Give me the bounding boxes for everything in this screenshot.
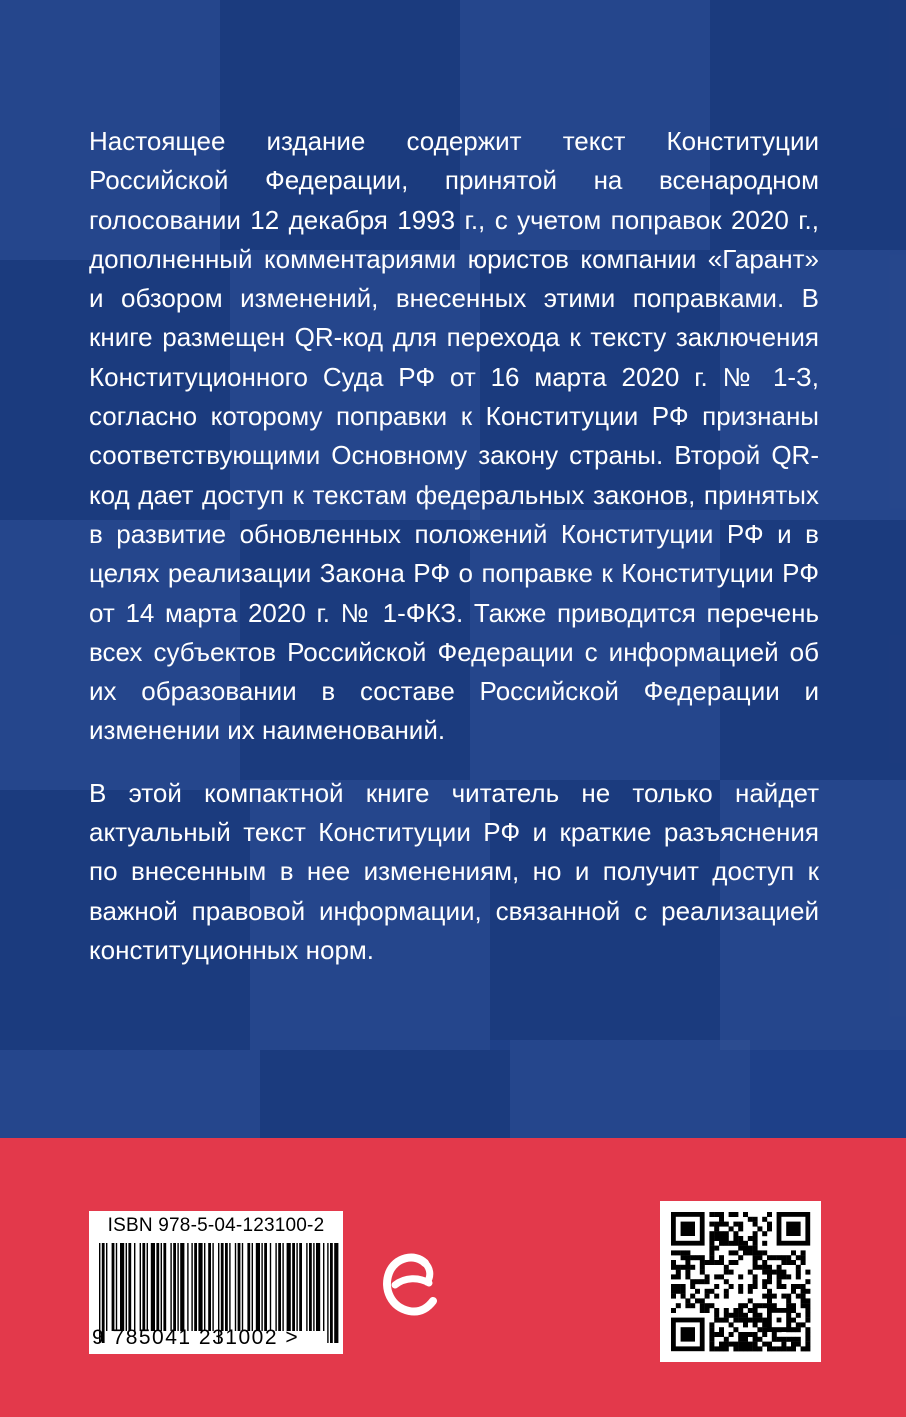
isbn-label: ISBN 978-5-04-123100-2 [107,1215,325,1236]
background-tile [260,1050,510,1138]
eksmo-e-logo-icon [381,1249,439,1324]
qr-code-icon [660,1201,821,1362]
book-description [89,122,819,970]
description-paragraph-1: Настоящее издание содержит текст Конституции Российской Федерации, принятой на всенародном голосовании 12 декабря 1993 г., с учетом поправок 2020 г., дополненный комментариями юристов компании «Гарант» и обзором изменений, внесенных этими поправками. В книге размещен QR-код для перехода к тексту заключения Конституционного Суда РФ от 16 марта 2020 г. № 1-З, согласно которому поправки к Конституции РФ признаны соответствующими Основному закону страны. Второй QR-код дает доступ к текстам федеральных законов, принятых в развитие обновленных положений Конституции РФ и в целях реализации Закона РФ о поправке к Конституции РФ от 14 марта 2020 г. № 1-ФКЗ. Также приводится перечень всех субъектов Российской Федерации с информацией об их образовании в составе Российской Федерации и изменении их наименований. [89,126,819,746]
background-tile [510,1040,750,1138]
background-tile [0,1050,260,1138]
description-paragraph-2: В этой компактной книге читатель не только найдет актуальный текст Конституции РФ и краткие разъяснения по внесенным в нее изменениям, но и получит доступ к важной правовой информации, связанной с реализацией конституционных норм. [89,777,819,965]
ean-digits: 9 785041 231002 > [92,1326,300,1349]
